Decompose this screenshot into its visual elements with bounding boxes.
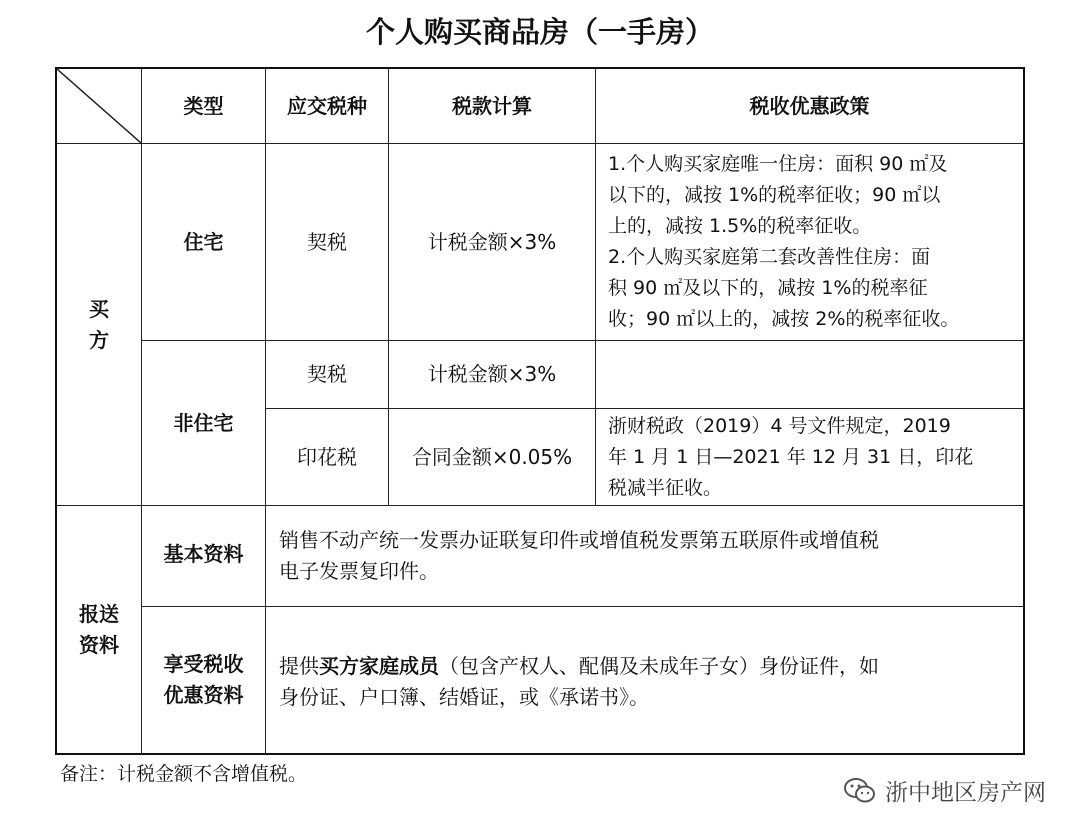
residential-calc: 计税金额×3% (389, 144, 596, 341)
non-residential-deed-calc: 计税金额×3% (389, 341, 596, 409)
residential-tax: 契税 (266, 144, 389, 341)
non-residential-stamp-policy (596, 409, 1023, 506)
submit-label-line2: 资料 (79, 632, 119, 657)
residential-policy-line: 以下的，减按 1%的税率征收；90 ㎡以 (608, 184, 941, 206)
non-residential-deed-policy (596, 341, 1023, 409)
stamp-policy-line: 浙财税政（2019）4 号文件规定，2019 (608, 414, 951, 437)
preferential-label-line2: 优惠资料 (163, 683, 244, 707)
non-residential-stamp-calc: 合同金额×0.05% (389, 409, 596, 506)
preferential-text-line2: 身份证、户口簿、结婚证，或《承诺书》。 (279, 685, 649, 709)
header-calc: 税款计算 (389, 69, 596, 144)
buyer-label (57, 144, 142, 506)
basic-materials-line: 电子发票复印件。 (279, 559, 439, 583)
wechat-icon (843, 777, 877, 805)
residential-policy-line: 收；90 ㎡以上的，减按 2%的税率征收。 (608, 308, 960, 330)
header-type: 类型 (142, 69, 266, 144)
residential-policy-line: 积 90 ㎡及以下的，减按 1%的税率征 (608, 277, 928, 299)
basic-materials-text (266, 506, 1023, 607)
watermark (843, 774, 1046, 807)
tax-table (55, 67, 1025, 755)
residential-policy-line: 2.个人购买家庭第二套改善性住房：面 (608, 246, 931, 268)
header-policy: 税收优惠政策 (596, 69, 1023, 144)
non-residential-type: 非住宅 (142, 341, 266, 506)
preferential-text-rest: （包含产权人、配偶及未成年子女）身份证件，如 (439, 654, 879, 678)
preferential-text-prefix: 提供 (279, 654, 319, 678)
corner-cell (57, 69, 142, 144)
non-residential-deed-tax: 契税 (266, 341, 389, 409)
preferential-text-line1 (279, 651, 879, 682)
non-residential-stamp-tax: 印花税 (266, 409, 389, 506)
preferential-materials-label (142, 607, 266, 753)
diagonal-line-icon (57, 69, 141, 143)
buyer-label-line1: 买 (89, 296, 109, 321)
submit-label-line1: 报送 (79, 601, 119, 626)
page-title: 个人购买商品房（一手房） (365, 15, 714, 49)
residential-policy (596, 144, 1023, 341)
submit-label (57, 506, 142, 753)
footnote: 备注：计税金额不含增值税。 (60, 763, 308, 785)
buyer-label-line2: 方 (89, 327, 109, 352)
residential-policy-line: 1.个人购买家庭唯一住房：面积 90 ㎡及 (608, 153, 948, 175)
preferential-label-line1: 享受税收 (163, 652, 244, 676)
residential-type: 住宅 (142, 144, 266, 341)
watermark-text: 浙中地区房产网 (885, 780, 1046, 806)
stamp-policy-line: 年 1 月 1 日—2021 年 12 月 31 日，印花 (608, 445, 974, 468)
basic-materials-label: 基本资料 (142, 506, 266, 607)
residential-policy-line: 上的，减按 1.5%的税率征收。 (608, 215, 872, 237)
preferential-text-bold: 买方家庭成员 (319, 654, 439, 678)
stamp-policy-line: 税减半征收。 (608, 476, 723, 499)
header-tax: 应交税种 (266, 69, 389, 144)
preferential-materials-text (266, 607, 1023, 753)
basic-materials-line: 销售不动产统一发票办证联复印件或增值税发票第五联原件或增值税 (279, 528, 879, 552)
